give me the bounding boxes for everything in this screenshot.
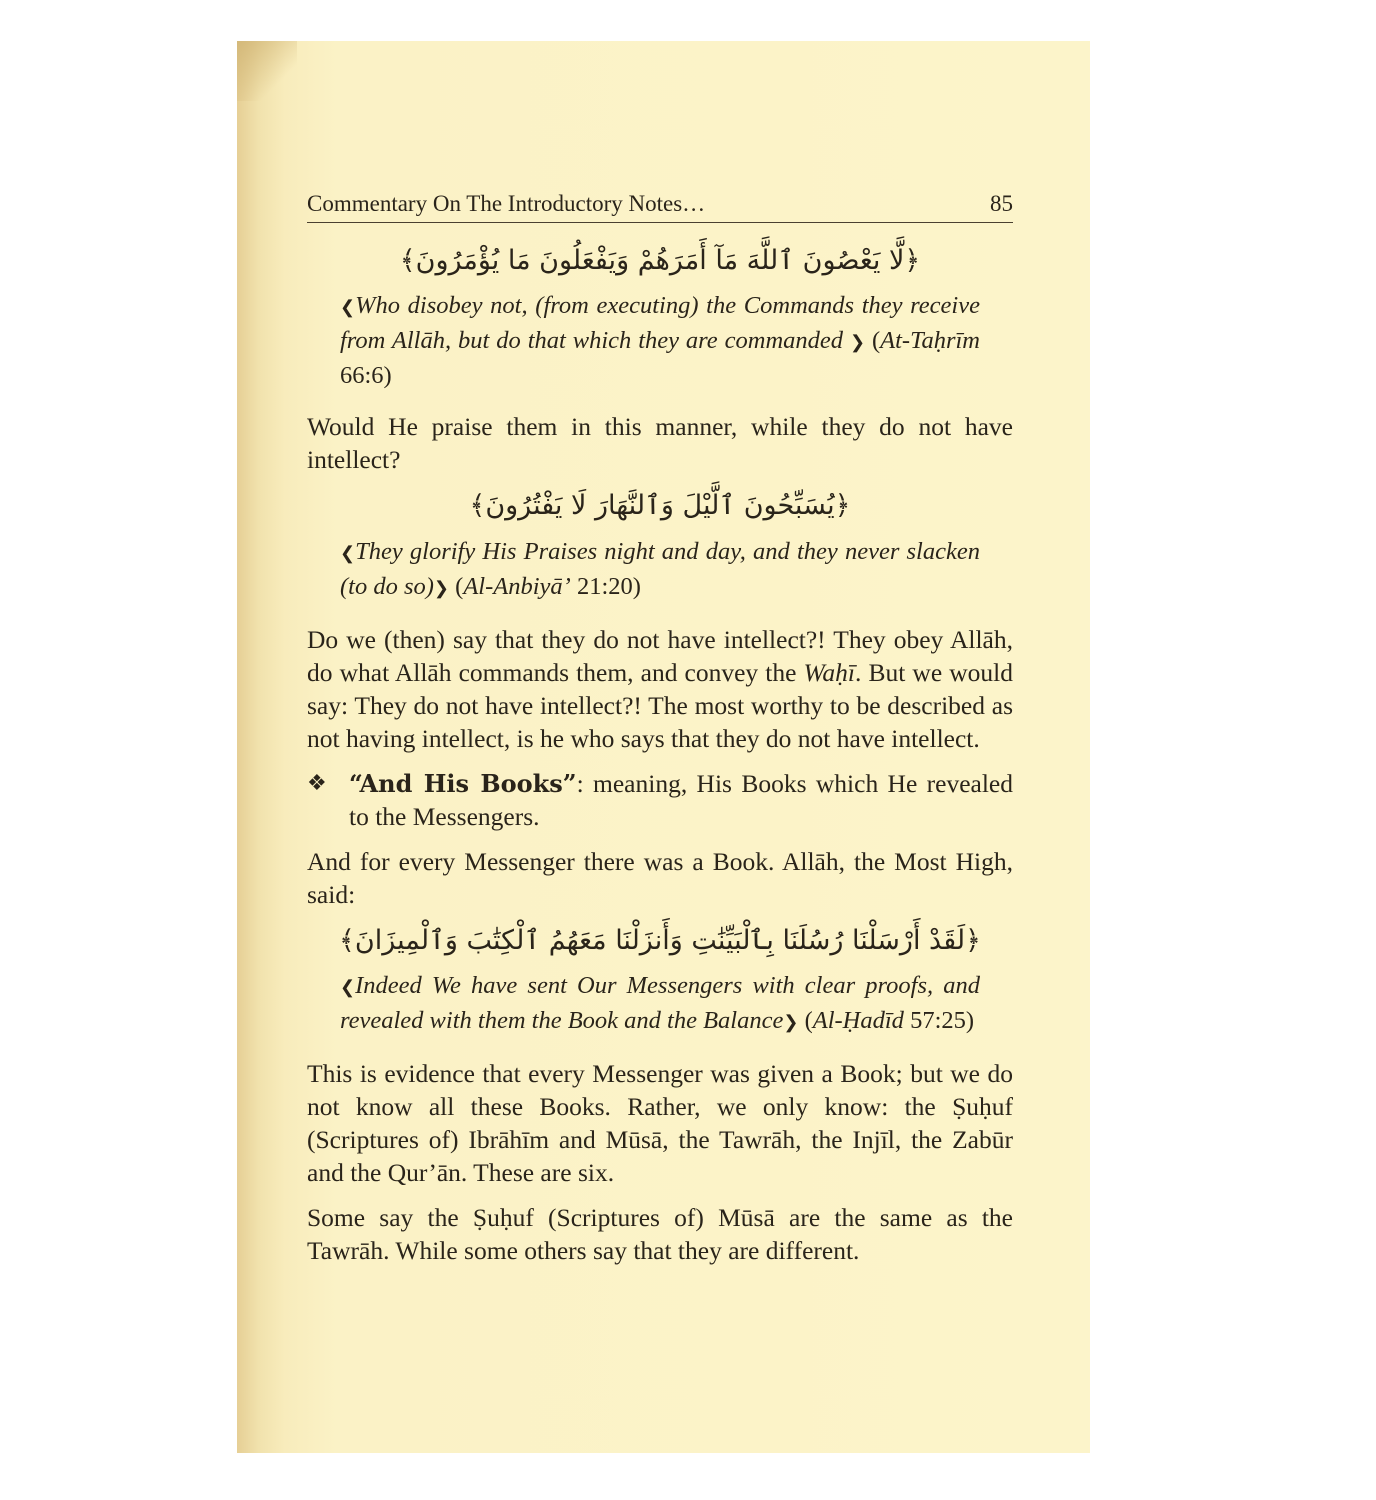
verse-translation — [340, 969, 980, 1039]
paragraph: Do we (then) say that they do not have intellect?! They obey Allāh, do what Allāh commands them, and convey the Waḥī. But we would say: They do not have intellect?! The most worthy to be described as not having intellect, is he who says that they do not have intellect. — [307, 624, 1013, 753]
diamond-bullet-icon: ❖ — [307, 770, 327, 796]
verse-reference: (Al-Anbiyā’ 21:20) — [455, 572, 641, 600]
translation-text: They glorify His Praises night and day, and they never slacken (to do so) — [340, 537, 980, 600]
close-bracket-ornament: ❯ — [783, 1012, 799, 1033]
quran-verse-arabic: ﴿لَقَدْ أَرْسَلْنَا رُسُلَنَا بِٱلْبَيِّنَٰتِ وَأَنزَلْنَا مَعَهُمُ ٱلْكِتَٰبَ وَٱلْمِيزَانَ﴾ — [339, 924, 981, 956]
quran-verse-arabic: ﴿يُسَبِّحُونَ ٱلَّيْلَ وَٱلنَّهَارَ لَا يَفْتُرُونَ﴾ — [469, 490, 851, 522]
verse-translation — [340, 535, 980, 605]
surah-name: At-Taḥrīm — [880, 327, 980, 355]
open-bracket-ornament: ❮ — [340, 297, 356, 318]
italic-term: Waḥī — [803, 657, 856, 687]
bullet-item — [307, 767, 1013, 833]
verse-number: 21:20) — [576, 572, 641, 600]
open-bracket-ornament: ❮ — [340, 542, 356, 563]
verse-translation — [340, 289, 980, 392]
close-bracket-ornament: ❯ — [849, 332, 866, 353]
running-header — [307, 191, 1013, 223]
close-bracket-ornament: ❯ — [433, 577, 450, 598]
page-number: 85 — [990, 191, 1013, 216]
surah-name: Al-Anbiyā’ — [463, 572, 571, 600]
bullet-text: : meaning, His Books which He revealed to the Messengers. — [349, 768, 1013, 831]
book-page — [237, 41, 1090, 1453]
surah-name: Al-Ḥadīd — [812, 1007, 904, 1035]
quran-verse-arabic: ﴿لَّا يَعْصُونَ ٱللَّهَ مَآ أَمَرَهُمْ وَيَفْعَلُونَ مَا يُؤْمَرُونَ﴾ — [399, 245, 921, 276]
translation-text: Indeed We have sent Our Messengers with clear proofs, and revealed with them the Book and the Balance — [340, 972, 980, 1035]
verse-number: 57:25) — [910, 1007, 975, 1035]
paragraph: Would He praise them in this manner, while they do not have intellect? — [307, 412, 1013, 475]
paragraph: This is evidence that every Messenger was given a Book; but we do not know all these Books. Rather, we only know: the Ṣuḥuf (Scriptures of) Ibrāhīm and Mūsā, the Tawrāh, the Injīl, the Zabūr and the Qur’ān. These are six. — [307, 1059, 1013, 1188]
verse-reference: (Al-Ḥadīd 57:25) — [804, 1007, 975, 1035]
running-title: Commentary On The Introductory Notes… — [307, 191, 706, 216]
verse-number: 66:6) — [340, 362, 392, 390]
translation-text: Who disobey not, (from executing) the Commands they receive from Allāh, but do that which they are commanded — [340, 292, 980, 355]
paragraph: Some say the Ṣuḥuf (Scriptures of) Mūsā are the same as the Tawrāh. While some others say that they are different. — [307, 1203, 1013, 1266]
paragraph: And for every Messenger there was a Book. Allāh, the Most High, said: — [307, 846, 1013, 909]
open-bracket-ornament: ❮ — [340, 977, 356, 998]
verse-reference: (At-Taḥrīm 66:6) — [340, 327, 980, 390]
page-content — [307, 191, 1013, 1279]
bullet-heading: “And His Books” — [349, 768, 577, 798]
